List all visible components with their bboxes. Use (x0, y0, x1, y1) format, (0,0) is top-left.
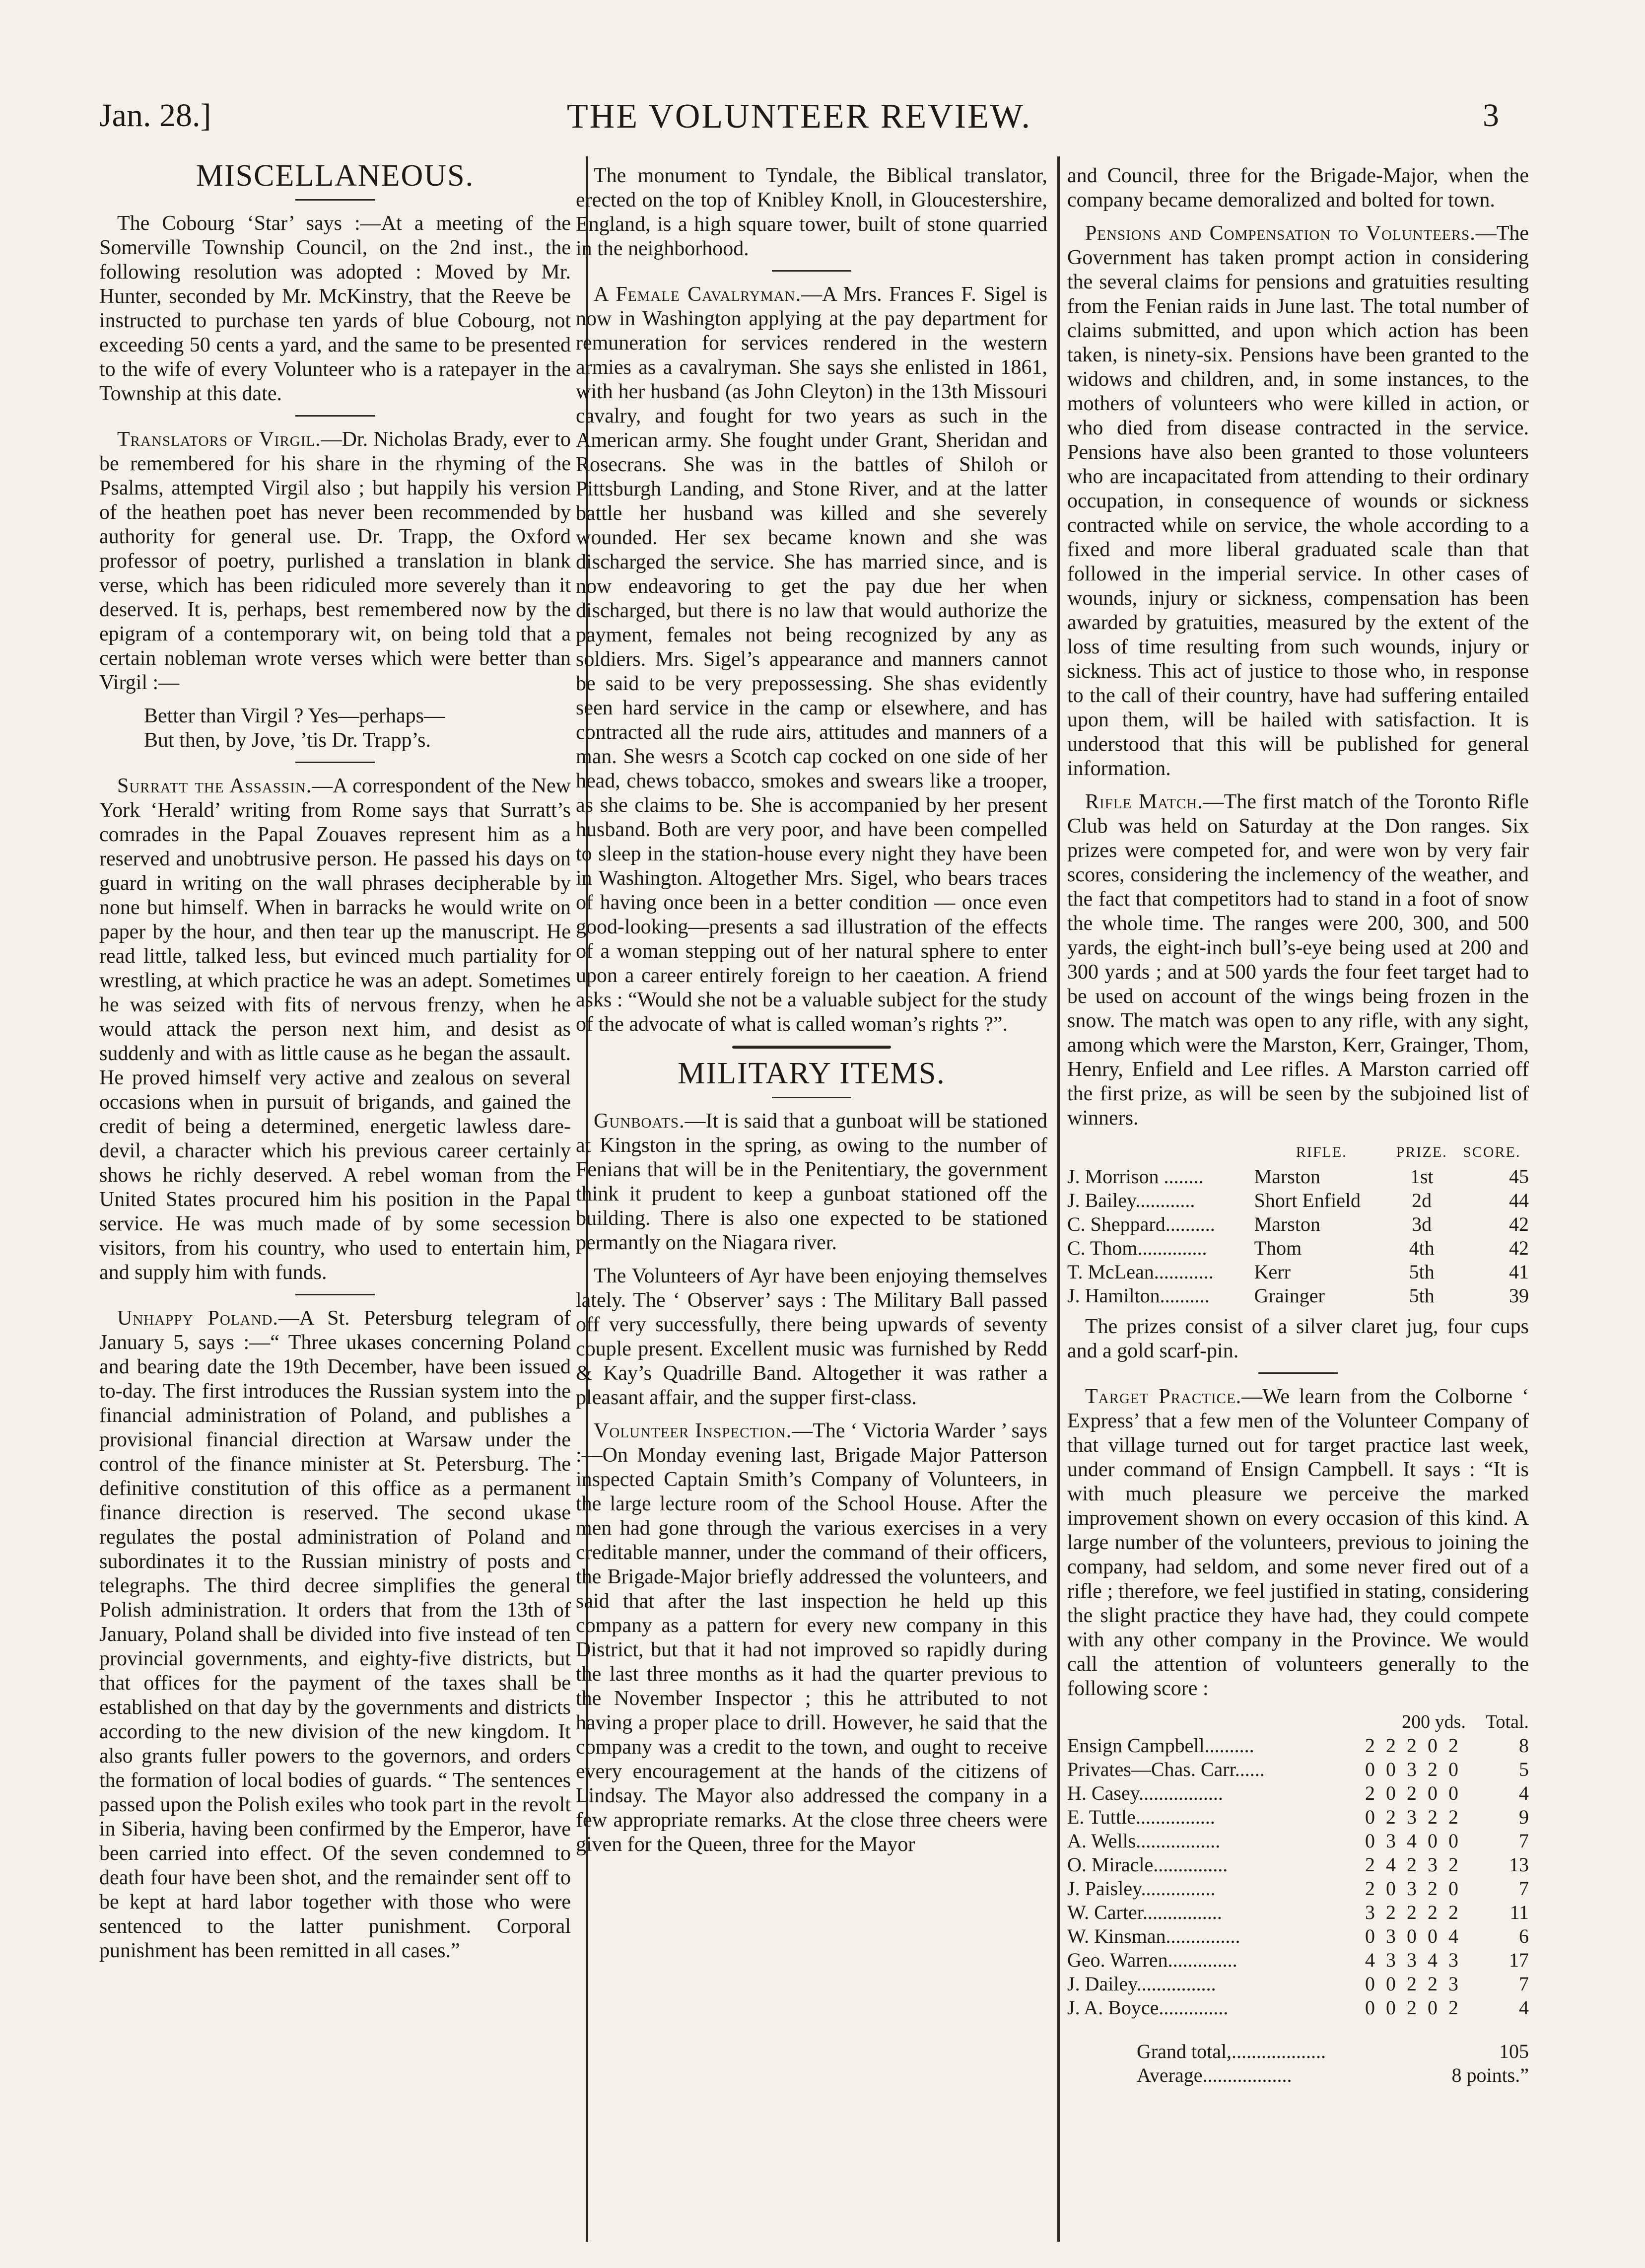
cell: 4th (1409, 1237, 1435, 1259)
article-heading: Gunboats. (594, 1110, 685, 1133)
target-score-table (1067, 1710, 1529, 2087)
article-body: —Dr. Nicholas Brady, ever to be remembered for his share in the rhyming of the Psalms, attempted Virgil also ; but happily his version of the heathen poet has never been recommended by authority for general use. Dr. Trapp, the Oxford professor of poetry, purlished a translation in blank verse, which has been ridiculed more severely than it deserved. It is, perhaps, best remembered now by the epigram of a contemporary wit, on being told that a certain nobleman wrote verses which were better than Virgil :— (99, 428, 571, 694)
shooter-name: J. Paisley............... (1067, 1877, 1216, 1900)
shot-scores: 0 3 0 0 4 (1365, 1925, 1461, 1947)
score-row (1067, 1972, 1529, 1996)
score-row (1067, 1853, 1529, 1877)
shooter-total: 4 (1519, 1996, 1529, 2019)
table-header-row (1067, 1139, 1529, 1165)
column-header: PRIZE. (1396, 1144, 1447, 1160)
shooter-total: 8 (1519, 1734, 1529, 1757)
column-3 (1067, 164, 1529, 2239)
article-inspection (576, 1419, 1047, 1857)
table-row (1067, 1212, 1529, 1236)
shooter-name: H. Casey................. (1067, 1782, 1224, 1804)
cell: 5th (1409, 1261, 1435, 1283)
table-row (1067, 1165, 1529, 1189)
article-body: —A Mrs. Frances F. Sigel is now in Washington applying at the pay department for remuneration for services rendered in the western armies as a cavalryman. She says she enlisted in 1861, with her husband (as John Cleyton) in the 13th Missouri cavalry, and fought for two years as such in the American army. She fought under Grant, Sheridan and Rosecrans. She was in the battles of Shiloh or Pittsburgh Landing, and Stone River, and at the latter battle her husband was killed and she severely wounded. Her sex became known and she was discharged the service. She has married since, and is now endeavoring to get the pay due her when discharged, but there is no law that would authorize the payment, females not being recognized by any as soldiers. Mrs. Sigel’s appearance and manners cannot be said to be very prepossessing. She shas evidently seen hard service in the camp or elsewhere, and has contracted all the rude airs, attitudes and manners of a man. She wesrs a Scotch cap cocked on one side of her head, chews tobacco, smokes and swears like a trooper, as she claims to be. She is accompanied by her present husband. Both are very poor, and have been compelled to sleep in the station-house every night they have been in Washington. Altogether Mrs. Sigel, who bears traces of having once been in a better condition — once even good-looking—presents a sad illustration of the effects of a woman stepping out of her natural sphere to enter upon a career entirely foreign to her caeation. A friend asks : “Would she not be a valuable subject for the study of the advocate of what is called woman’s rights ?”. (576, 283, 1047, 1036)
shooter-total: 5 (1519, 1758, 1529, 1780)
shooter-total: 7 (1519, 1877, 1529, 1900)
cell: C. Thom.............. (1067, 1237, 1207, 1259)
article-cobourg: The Cobourg ‘Star’ says :—At a meeting of the Somerville Township Council, on the 2nd inst., the following resolution was adopted : Moved by Mr. Hunter, seconded by Mr. McKinstry, that the Reeve be instructed to purchase ten yards of blue Cobourg, not exceeding 50 cents a yard, and the same to be presented to the wife of every Volunteer who is a ratepayer in the Township at this date. (99, 212, 571, 405)
article-body: —A St. Petersburg telegram of January 5, says :—“ Three ukases concerning Poland and bearing date the 19th December, have been issued to-day. The first introduces the Russian system into the financial administration of Poland, and publishes a provisional financial direction at Warsaw under the control of the finance minister at St. Petersburg. The definitive constitution of this office as a permanent finance direction is reserved. The second ukase regulates the postal administration of Poland and subordinates it to the Russian ministry of posts and telegraphs. The third decree simplifies the general Polish administration. It orders that from the 13th of January, Poland shall be divided into five instead of ten provincial governments, and eighty-five districts, but that offices for the payment of the taxes shall be established on that day by the governments and districts according to the new division of the new kingdom. It also grants fuller powers to the governors, and orders the formation of local bodies of guards. “ The sentences passed upon the Polish exiles who took part in the revolt in Siberia, having been confirmed by the Emperor, have been carried into effect. Of the seven condemned to death four have been shot, and the remainder sent off to be kept at hard labor together with those who were sentenced to the latter punishment. Corporal punishment has been remitted in all cases.” (99, 1307, 571, 1962)
column-1 (99, 164, 571, 2239)
shot-scores: 0 0 3 2 0 (1365, 1758, 1461, 1780)
shooter-name: A. Wells................. (1067, 1830, 1221, 1852)
grand-total-row (1067, 2040, 1529, 2063)
column-header: SCORE. (1463, 1144, 1521, 1160)
shooter-total: 9 (1519, 1806, 1529, 1828)
score-table-header (1067, 1710, 1529, 1734)
column-2 (576, 164, 1047, 2239)
divider (295, 1294, 375, 1295)
cell: 45 (1509, 1165, 1529, 1188)
shooter-name: J. A. Boyce.............. (1067, 1996, 1229, 2019)
article-rifle-match (1067, 790, 1529, 1131)
divider (1258, 1372, 1338, 1374)
article-gunboats (576, 1109, 1047, 1255)
epigram-line: Better than Virgil ? Yes—perhaps— (144, 705, 445, 727)
shooter-total: 7 (1519, 1973, 1529, 1995)
table-row (1067, 1260, 1529, 1284)
rifle-results-table (1067, 1139, 1529, 1308)
score-row (1067, 1734, 1529, 1758)
cell: 42 (1509, 1213, 1529, 1235)
shot-scores: 0 3 4 0 0 (1365, 1830, 1461, 1852)
article-body: —A correspondent of the New York ‘Herald’ writing from Rome says that Surratt’s comrades in the Papal Zouaves represent him as a reserved and unobtrusive person. He passed his days on guard in writing on the wall phrases decipherable by none but himself. When in barracks he would write on paper by the hour, and then tear up the manuscript. He read little, talked less, but evinced much partiality for wrestling, at which practice he was an adept. Sometimes he was seized with fits of nervous frenzy, when he would attack the person next him, and desist as suddenly and with as little cause as he began the assault. He proved himself very active and zealous on several occasions when in pursuit of brigands, and gained the credit of being a determined, energetic lawless dare-devil, a character which his previous career certainly shows he richly deserved. A rebel woman from the United States procured him his position in the Papal service. He was much made of by some secession visitors, from his country, who used to entertain him, and supply him with funds. (99, 775, 571, 1284)
table-row (1067, 1284, 1529, 1308)
section-heading-military-items: MILITARY ITEMS. (678, 1057, 946, 1090)
cell: J. Bailey............ (1067, 1189, 1195, 1211)
cell: Thom (1254, 1237, 1302, 1259)
article-body: —We learn from the Colborne ‘ Express’ that a few men of the Volunteer Company of that village turned out for target practice last week, under command of Ensign Campbell. It says : “It is with much pleasure we perceive the marked improvement shown on every occasion of this kind. A large number of the volunteers, previous to joining the company, had seldom, and some never fired out of a rifle ; therefore, we feel justified in stating, considering the slight practice they have had, they could compete with any other company in the Province. We would call the attention of volunteers generally to the following score : (1067, 1385, 1529, 1700)
divider (295, 762, 375, 763)
shooter-total: 17 (1509, 1949, 1529, 1971)
article-surratt (99, 774, 571, 1285)
grand-total-label: Grand total,................... (1137, 2040, 1326, 2062)
cell: T. McLean............ (1067, 1261, 1214, 1283)
shooter-name: Privates—Chas. Carr...... (1067, 1758, 1265, 1780)
cell: 44 (1509, 1189, 1529, 1211)
cell: 39 (1509, 1284, 1529, 1307)
cell: 1st (1410, 1165, 1434, 1188)
article-poland (99, 1306, 571, 1963)
article-female-cavalryman (576, 283, 1047, 1037)
grand-total-value: 105 (1499, 2040, 1529, 2062)
average-row (1067, 2063, 1529, 2087)
score-row (1067, 1924, 1529, 1948)
total-header: Total. (1485, 1711, 1529, 1732)
article-heading: Rifle Match. (1085, 790, 1203, 813)
shooter-name: E. Tuttle................ (1067, 1806, 1215, 1828)
article-body: —It is said that a gunboat will be stationed at Kingston in the spring, as owing to the number of Fenians that will be in the Penitentiary, the government think it prudent to keep a gunboat stationed off the building. There is also one expected to be stationed permantly on the Niagara river. (576, 1110, 1047, 1254)
shooter-total: 7 (1519, 1830, 1529, 1852)
shooter-total: 13 (1509, 1853, 1529, 1876)
score-row (1067, 1781, 1529, 1805)
shooter-total: 11 (1509, 1901, 1529, 1923)
average-value: 8 points.” (1451, 2064, 1529, 2086)
shooter-name: Ensign Campbell.......... (1067, 1734, 1254, 1757)
cell: C. Sheppard.......... (1067, 1213, 1215, 1235)
cell: 2d (1412, 1189, 1432, 1211)
cell: 5th (1409, 1284, 1435, 1307)
score-row (1067, 1829, 1529, 1853)
score-row (1067, 1805, 1529, 1829)
cell: 3d (1412, 1213, 1432, 1235)
cell: Short Enfield (1254, 1189, 1361, 1211)
section-heading-miscellaneous: MISCELLANEOUS. (196, 164, 475, 193)
column-header: RIFLE. (1296, 1144, 1347, 1160)
shot-scores: 0 0 2 2 3 (1365, 1973, 1461, 1995)
cell: 42 (1509, 1237, 1529, 1259)
page-number: 3 (1483, 97, 1499, 134)
article-heading: Volunteer Inspection. (594, 1419, 792, 1442)
shot-scores: 3 2 2 2 2 (1365, 1901, 1461, 1923)
shooter-name: Geo. Warren.............. (1067, 1949, 1237, 1971)
issue-date: Jan. 28.] (99, 97, 211, 134)
score-row (1067, 1948, 1529, 1972)
cell: Grainger (1254, 1284, 1325, 1307)
shot-scores: 2 2 2 0 2 (1365, 1734, 1461, 1757)
article-heading: Pensions and Compensation to Volunteers. (1085, 222, 1476, 245)
shot-scores: 2 4 2 3 2 (1365, 1853, 1461, 1876)
divider (772, 1097, 851, 1098)
epigram (99, 704, 571, 753)
shot-scores: 4 3 3 4 3 (1365, 1949, 1461, 1971)
average-label: Average.................. (1137, 2064, 1292, 2086)
shooter-total: 4 (1519, 1782, 1529, 1804)
article-heading: Target Practice. (1085, 1385, 1242, 1408)
shot-scores: 2 0 2 0 0 (1365, 1782, 1461, 1804)
divider (295, 199, 375, 201)
shot-scores: 2 0 3 2 0 (1365, 1877, 1461, 1900)
range-header: 200 yds. (1402, 1711, 1466, 1732)
shot-scores: 0 2 3 2 2 (1365, 1806, 1461, 1828)
cell: 41 (1509, 1261, 1529, 1283)
cell: Marston (1254, 1165, 1320, 1188)
shooter-name: W. Carter................ (1067, 1901, 1222, 1923)
article-heading: A Female Cavalryman. (594, 283, 802, 306)
table-row (1067, 1189, 1529, 1212)
article-body: —The Government has taken prompt action in considering the several claims for pensions and gratuities resulting from the Fenian raids in June last. The total number of claims submitted, and upon which action has been taken, is ninety-six. Pensions have been granted to the widows and children, and, in some instances, to the mothers of volunteers who were killed in action, or who died from disease contracted in the service. Pensions have also been granted to those volunteers who are incapacitated from attending to their ordinary occupation, in consequence of wounds or sickness contracted while on service, the whole according to a fixed and more liberal graduated scale than that followed in the imperial service. In other cases of wounds, injury or sickness, compensation has been awarded by gratuities, measured by the extent of the loss of time resulting from such wounds, injury or sickness. This act of justice to those who, in response to the call of their country, have had suffering entailed upon them, will be hailed with satisfaction. It is understood that this will be published for general information. (1067, 222, 1529, 780)
article-pensions (1067, 221, 1529, 781)
article-heading: Translators of Virgil. (117, 428, 321, 451)
article-body: —The first match of the Toronto Rifle Club was held on Saturday at the Don ranges. Six prizes were competed for, and were won by very fair scores, considering the inclemency of the weather, and the fact that competitors had to stand in a foot of snow the whole time. The ranges were 200, 300, and 500 yards, the eight-inch bull’s-eye being used at 200 and 300 yards ; and at 500 yards the four feet target had to be used on account of the wings being frozen in the snow. The match was open to any rifle, with any sight, among which were the Marston, Kerr, Grainger, Thom, Henry, Enfield and Lee rifles. A Marston carried off the first prize, as will be seen by the subjoined list of winners. (1067, 790, 1529, 1130)
divider (295, 415, 375, 417)
score-row (1067, 1758, 1529, 1781)
column-header (1067, 1139, 1254, 1165)
article-heading: Surratt the Assassin. (117, 775, 312, 797)
cell: Kerr (1254, 1261, 1291, 1283)
shooter-name: J. Dailey................ (1067, 1973, 1216, 1995)
cell: J. Morrison ........ (1067, 1165, 1204, 1188)
shooter-name: W. Kinsman............... (1067, 1925, 1240, 1947)
column-divider-2 (1057, 156, 1060, 2242)
shot-scores: 0 0 2 0 2 (1365, 1996, 1461, 2019)
shooter-name: O. Miracle............... (1067, 1853, 1228, 1876)
score-row (1067, 1901, 1529, 1924)
epigram-line: But then, by Jove, ’tis Dr. Trapp’s. (144, 729, 431, 752)
article-target-practice (1067, 1385, 1529, 1701)
article-tyndale: The monument to Tyndale, the Biblical translator, erected on the top of Knibley Knoll, in Gloucestershire, England, is a high square tower, built of stone quarried in the neighborhood. (576, 164, 1047, 260)
score-summary (1067, 2040, 1529, 2087)
ornamental-divider (732, 1046, 891, 1049)
article-ayr: The Volunteers of Ayr have been enjoying themselves lately. The ‘ Observer’ says : The Military Ball passed off very successfully, there being upwards of seventy couple present. Excellent music was furnished by Redd & Kay’s Quadrille Band. Altogether it was rather a pleasant affair, and the supper first-class. (576, 1265, 1047, 1409)
article-inspection-continued: and Council, three for the Brigade-Major, when the company became demoralized and bolted for town. (1067, 164, 1529, 212)
divider (772, 270, 851, 272)
article-heading: Unhappy Poland. (117, 1307, 278, 1330)
article-body: —The ‘ Victoria Warder ’ says :—On Monday evening last, Brigade Major Patterson inspected Captain Smith’s Company of Volunteers, in the large lecture room of the School House. After the men had gone through the various exercises in a very creditable manner, under the command of their officers, the Brigade-Major briefly addressed the volunteers, and said that after the last inspection he held up this company as a pattern for every new company in this District, but that it had not improved so rapidly during the last three months as it had the quarter previous to the November Inspector ; this he attributed to not having a proper place to drill. However, he said that the company was a credit to the town, and ought to receive every encouragement at the hands of the citizens of Lindsay. The Mayor also addressed the company in a few appropriate remarks. At the close three cheers were given for the Queen, three for the Mayor (576, 1419, 1047, 1856)
publication-title: THE VOLUNTEER REVIEW. (567, 97, 1031, 136)
table-row (1067, 1236, 1529, 1260)
shooter-total: 6 (1519, 1925, 1529, 1947)
cell: Marston (1254, 1213, 1320, 1235)
prizes-note: The prizes consist of a silver claret jug, four cups and a gold scarf-pin. (1067, 1315, 1529, 1362)
score-row (1067, 1996, 1529, 2020)
cell: J. Hamilton.......... (1067, 1284, 1210, 1307)
article-translators (99, 427, 571, 695)
score-row (1067, 1877, 1529, 1901)
masthead (99, 97, 1499, 156)
